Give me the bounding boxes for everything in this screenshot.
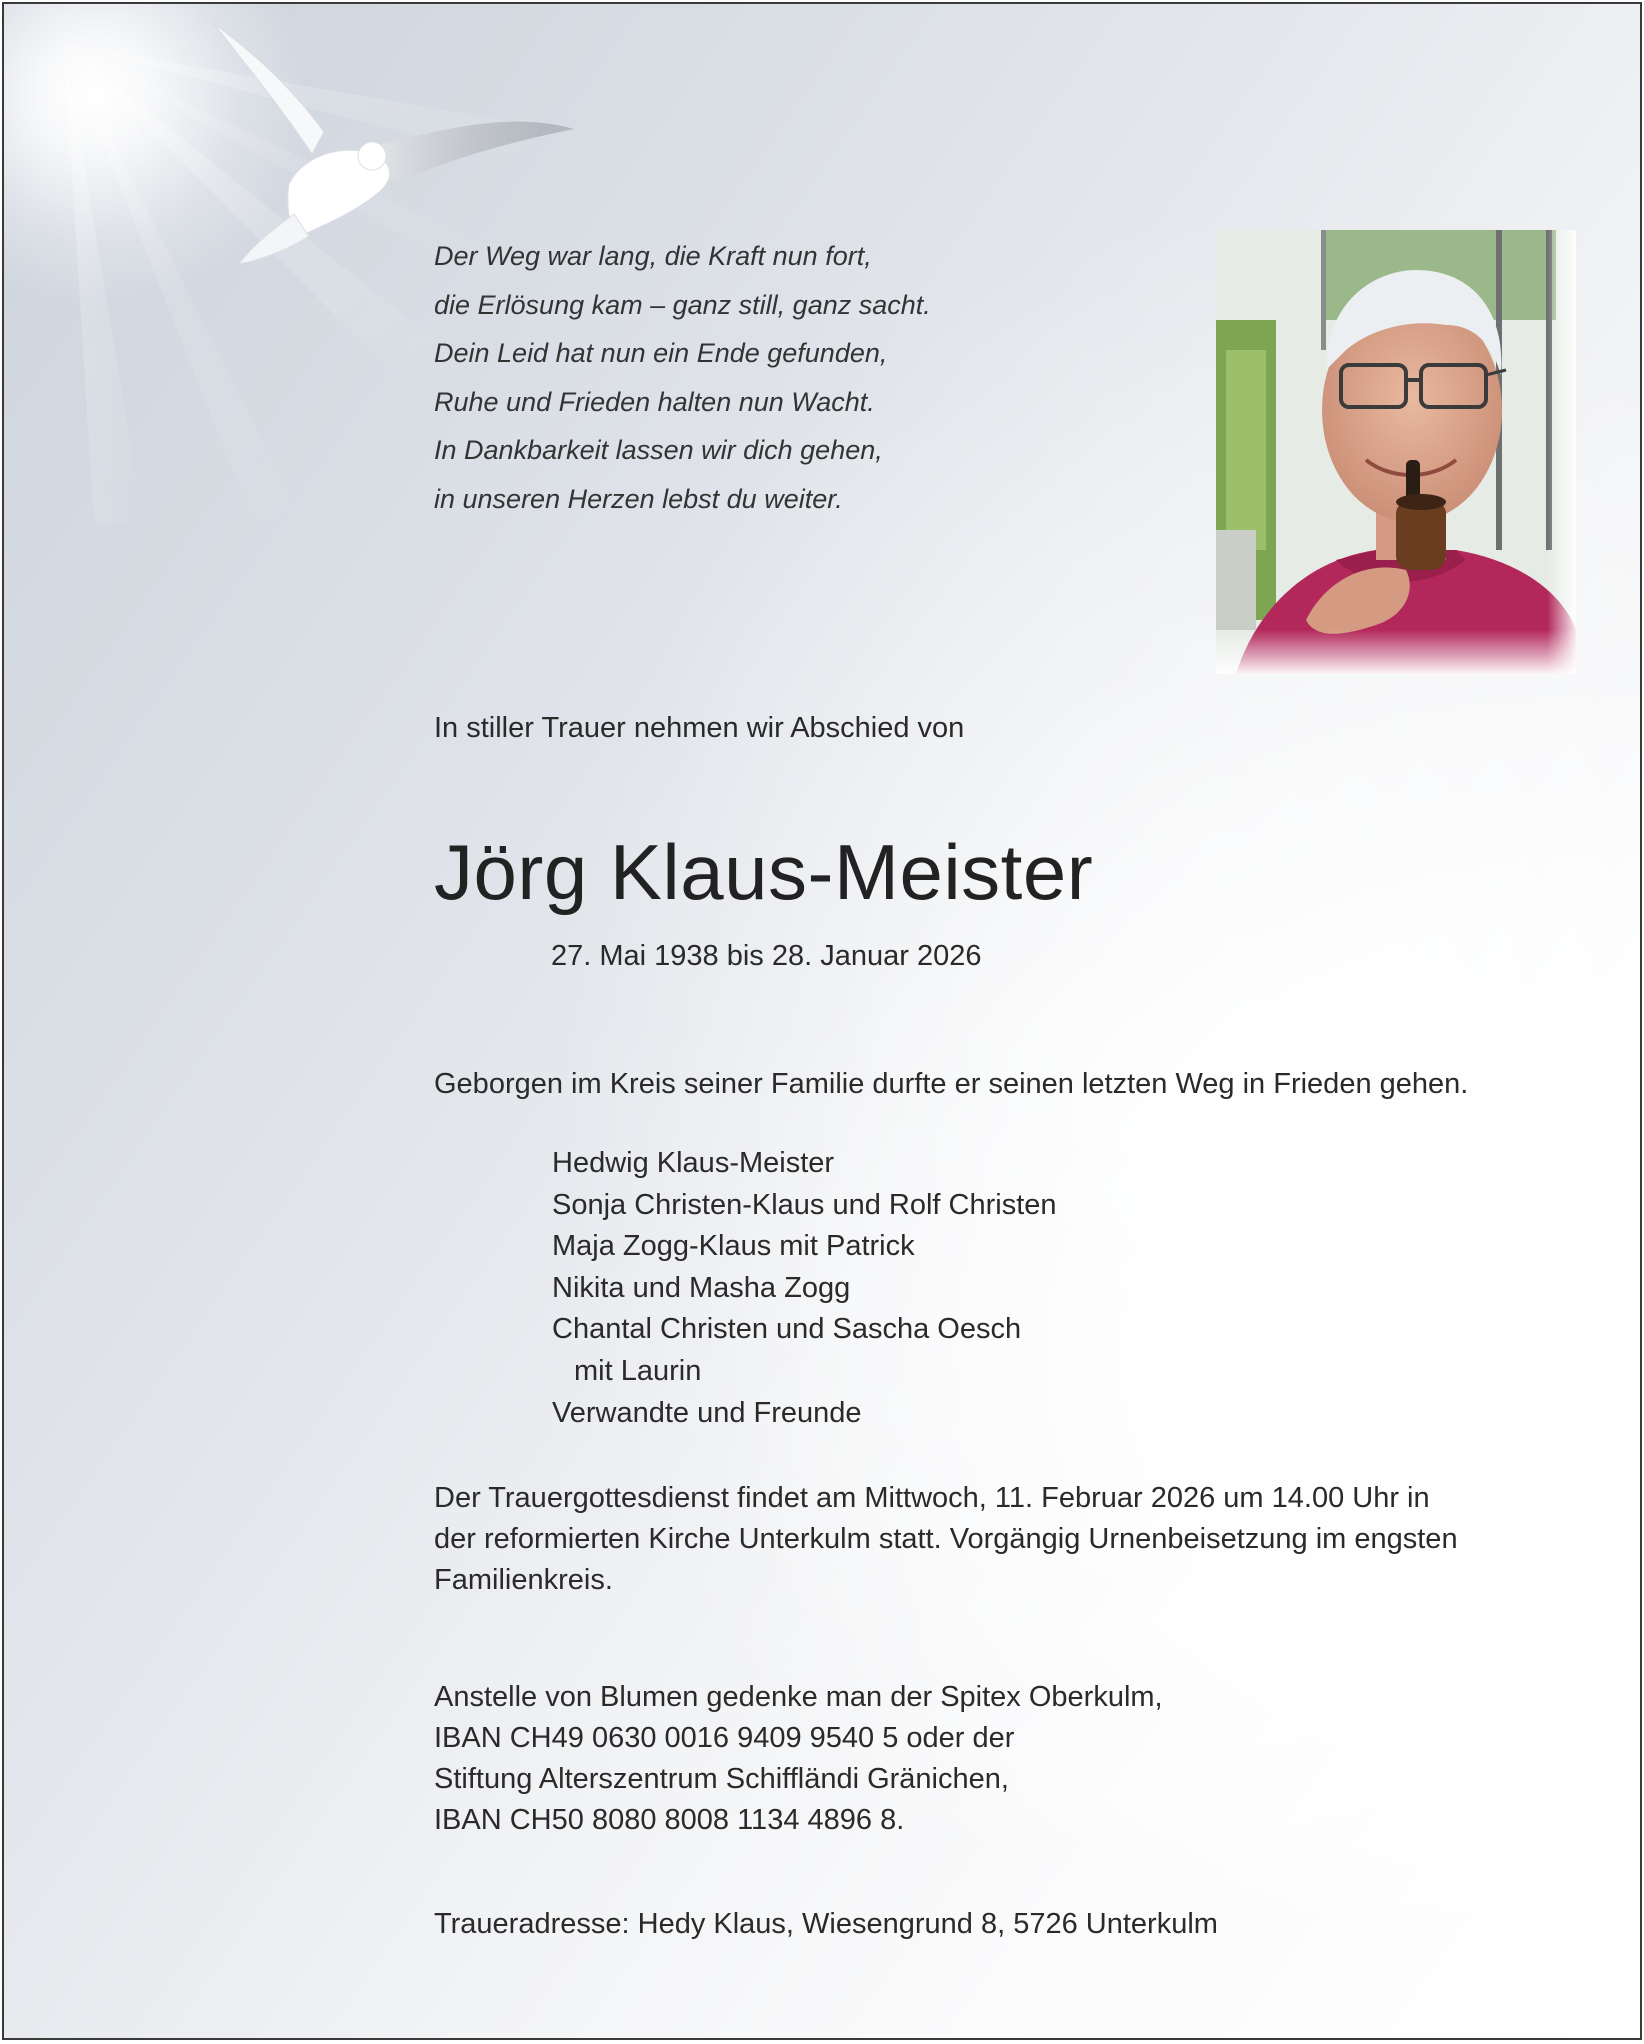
deceased-name: Jörg Klaus-Meister (434, 828, 1094, 916)
donation-line: Stiftung Alterszentrum Schiffländi Gränichen, (434, 1763, 1009, 1795)
mourner-item: Sonja Christen-Klaus und Rolf Christen (552, 1188, 1057, 1221)
poem-line: Der Weg war lang, die Kraft nun fort, (434, 241, 872, 271)
poem-line: Ruhe und Frieden halten nun Wacht. (434, 386, 875, 417)
mourning-address: Traueradresse: Hedy Klaus, Wiesengrund 8, 5726 Unterkulm (434, 1908, 1218, 1940)
poem-line: in unseren Herzen lebst du weiter. (434, 483, 843, 514)
intro-text: In stiller Trauer nehmen wir Abschied von (434, 712, 965, 744)
poem-line: Dein Leid hat nun ein Ende gefunden, (434, 338, 888, 368)
mourner-item: Nikita und Masha Zogg (552, 1271, 851, 1304)
poem-line: In Dankbarkeit lassen wir dich gehen, (434, 435, 883, 465)
donation-line: IBAN CH49 0630 0016 9409 9540 5 oder der (434, 1722, 1015, 1754)
donation-line: IBAN CH50 8080 8008 1134 4896 8. (434, 1804, 905, 1836)
poem-line: die Erlösung kam – ganz still, ganz sacht. (434, 289, 931, 320)
service-line: der reformierten Kirche Unterkulm statt. Vorgängig Urnenbeisetzung im engsten (434, 1523, 1458, 1555)
peace-text: Geborgen im Kreis seiner Familie durfte er seinen letzten Weg in Frieden gehen. (434, 1068, 1469, 1100)
mourner-item: Verwandte und Freunde (552, 1396, 862, 1429)
mourners-list (552, 1143, 1057, 1434)
service-line: Familienkreis. (434, 1564, 613, 1596)
poem (434, 232, 931, 523)
mourner-item: Chantal Christen und Sascha Oesch (552, 1313, 1022, 1346)
service-info (434, 1478, 1574, 1601)
service-line: Der Trauergottesdienst findet am Mittwoch, 11. Februar 2026 um 14.00 Uhr in (434, 1482, 1430, 1514)
life-dates: 27. Mai 1938 bis 28. Januar 2026 (551, 940, 982, 972)
mourner-item: Maja Zogg-Klaus mit Patrick (552, 1230, 915, 1263)
portrait-photo (1216, 230, 1576, 674)
mourner-item: mit Laurin (574, 1354, 702, 1387)
mourner-item: Hedwig Klaus-Meister (552, 1147, 835, 1179)
donation-info (434, 1677, 1574, 1841)
obituary-card (2, 2, 1642, 2040)
donation-line: Anstelle von Blumen gedenke man der Spitex Oberkulm, (434, 1681, 1163, 1713)
